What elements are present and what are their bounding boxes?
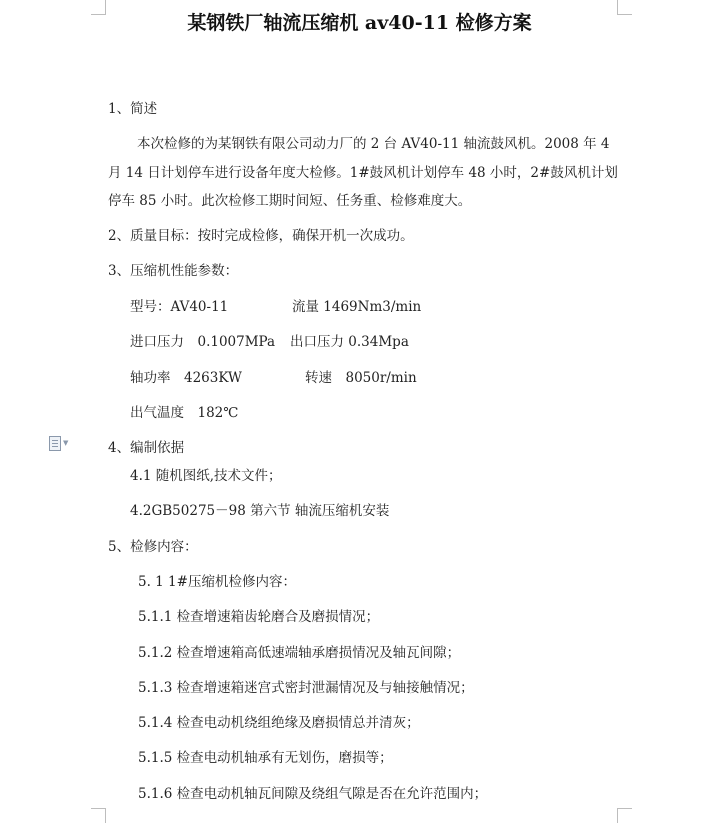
param-label: 型号：AV40-11 (130, 299, 229, 315)
param-value: 出口压力 0.34Mpa (290, 334, 409, 350)
list-item: 5.1.3 检查增速箱迷宫式密封泄漏情况及与轴接触情况； (138, 680, 474, 696)
section-heading: 1、简述 (108, 101, 158, 117)
section-heading: 4、编制依据 (108, 440, 185, 456)
page-corner-mark (617, 808, 632, 823)
param-label: 出气温度 182℃ (130, 405, 239, 421)
paragraph-line: 本次检修的为某钢铁有限公司动力厂的 2 台 AV40-11 轴流鼓风机。2008 年 4 (137, 136, 610, 152)
param-value: 转速 8050r/min (305, 370, 417, 386)
sub-heading: 5. 1 1#压缩机检修内容： (138, 574, 296, 590)
list-item: 5.1.1 检查增速箱齿轮磨合及磨损情况； (138, 609, 380, 625)
list-item: 4.1 随机图纸,技术文件； (130, 468, 282, 484)
param-label: 轴功率 4263KW (130, 370, 242, 386)
list-item: 4.2GB50275－98 第六节 轴流压缩机安装 (130, 503, 390, 519)
list-item: 5.1.5 检查电动机轴承有无划伤，磨损等； (138, 750, 393, 766)
page-corner-mark (91, 808, 106, 823)
document-icon (49, 436, 61, 451)
chevron-down-icon: ▼ (63, 439, 69, 447)
list-item: 5.1.4 检查电动机绕组绝缘及磨损情总并清灰； (138, 715, 420, 731)
list-item: 5.1.2 检查增速箱高低速端轴承磨损情况及轴瓦间隙； (138, 645, 461, 661)
section-heading: 2、质量目标：按时完成检修，确保开机一次成功。 (108, 228, 414, 244)
section-heading: 3、压缩机性能参数： (108, 263, 239, 279)
section-heading: 5、检修内容： (108, 539, 198, 555)
document-margin-icon[interactable] (49, 435, 75, 451)
paragraph-line: 停车 85 小时。此次检修工期时间短、任务重、检修难度大。 (108, 193, 472, 209)
paragraph-line: 月 14 日计划停车进行设备年度大检修。1#鼓风机计划停车 48 小时，2#鼓风机计划 (108, 165, 618, 181)
param-value: 流量 1469Nm3/min (292, 299, 422, 315)
param-label: 进口压力 0.1007MPa (130, 334, 276, 350)
document-title: 某钢铁厂轴流压缩机 av40-11 检修方案 (187, 12, 532, 34)
list-item: 5.1.6 检查电动机轴瓦间隙及绕组气隙是否在允许范围内； (138, 786, 488, 802)
